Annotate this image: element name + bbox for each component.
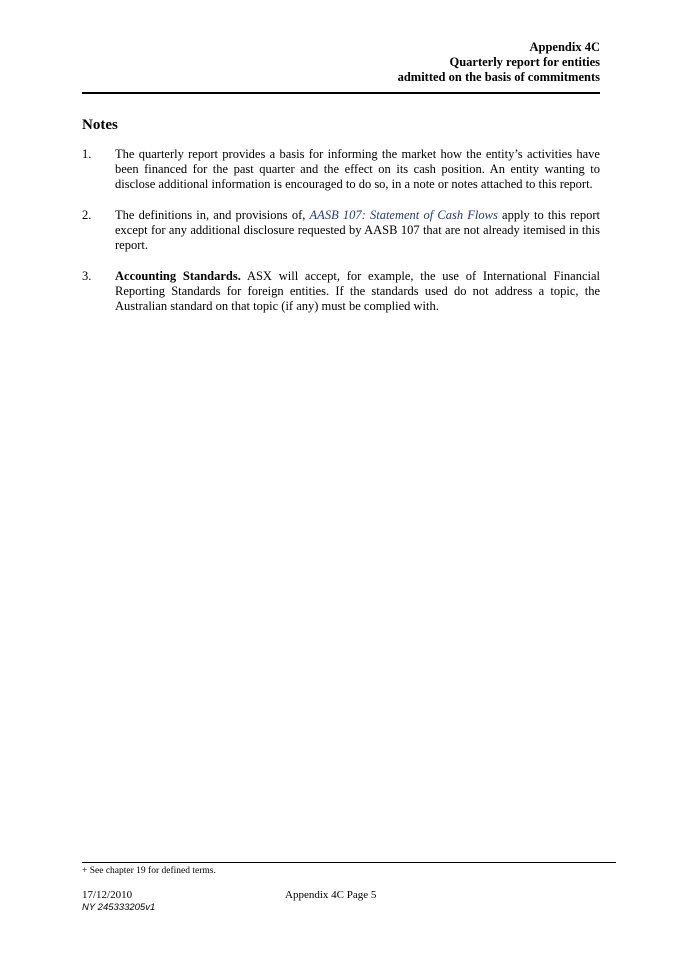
standard-reference: AASB 107: Statement of Cash Flows — [309, 208, 498, 222]
notes-heading: Notes — [82, 117, 118, 133]
page-header — [398, 40, 600, 85]
note-item — [82, 208, 600, 253]
notes-list — [82, 147, 600, 330]
footer-divider — [82, 862, 616, 863]
footnote: + See chapter 19 for defined terms. — [82, 866, 216, 876]
note-number: 1. — [82, 147, 92, 161]
page-number: Appendix 4C Page 5 — [285, 889, 377, 901]
header-subtitle: Quarterly report for entities — [449, 55, 600, 69]
note-body: ASX will accept, for example, the use of International Financial Reporting Standards for foreign entities. If the standards used do not address a topic, the Australian standard on that topic (if any) must be complied with. — [115, 269, 600, 313]
footer-date: 17/12/2010 — [82, 889, 133, 901]
header-divider — [82, 92, 600, 94]
note-text: The quarterly report provides a basis for informing the market how the entity’s activities have been financed for the past quarter and the effect on its cash position. An entity wanting to disclose additional information is encouraged to do so, in a note or notes attached to this report. — [115, 147, 600, 191]
note-text — [115, 208, 600, 253]
note-number: 3. — [82, 269, 92, 283]
note-title: Accounting Standards. — [115, 269, 241, 283]
note-text-end: apply to this report except for any additional disclosure requested by AASB 107 that are not already itemised in this report. — [115, 208, 600, 252]
header-title: Appendix 4C — [529, 40, 600, 54]
header-subtitle-2: admitted on the basis of commitments — [397, 70, 600, 84]
note-number: 2. — [82, 208, 92, 222]
note-item — [82, 147, 600, 192]
document-reference: NY 245333205v1 — [82, 902, 156, 913]
note-text — [115, 269, 600, 314]
note-text-start: The definitions in, and provisions of, — [115, 208, 310, 222]
note-item — [82, 269, 600, 314]
